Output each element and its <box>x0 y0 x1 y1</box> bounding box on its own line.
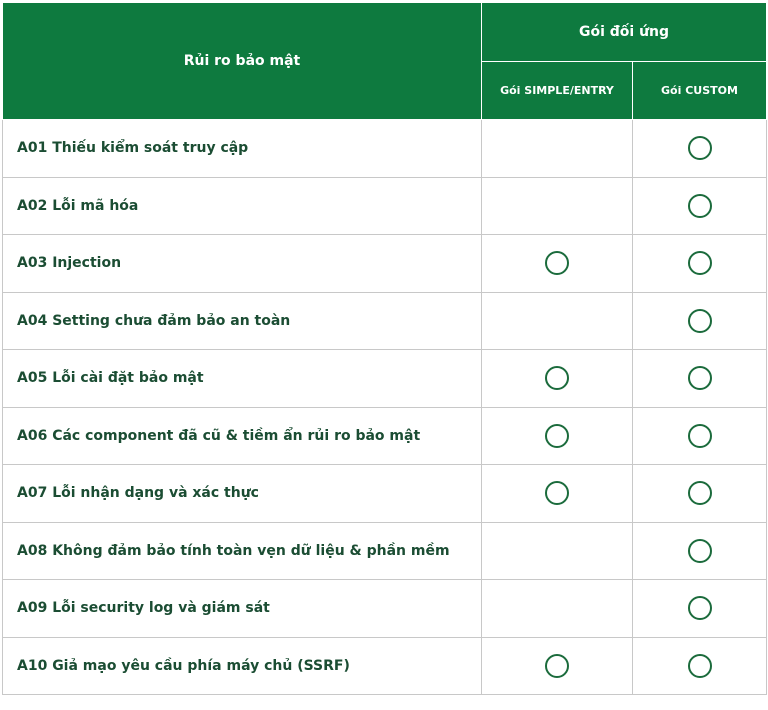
simple-package-cell <box>482 350 633 408</box>
circle-icon <box>545 251 569 275</box>
risk-label: A08 Không đảm bảo tính toàn vẹn dữ liệu & phần mềm <box>3 522 482 580</box>
simple-package-cell <box>482 522 633 580</box>
risk-label: A04 Setting chưa đảm bảo an toàn <box>3 292 482 350</box>
risk-label: A02 Lỗi mã hóa <box>3 177 482 235</box>
circle-icon <box>688 136 712 160</box>
circle-icon <box>688 366 712 390</box>
simple-package-cell <box>482 235 633 293</box>
custom-package-header: Gói CUSTOM <box>633 61 767 120</box>
custom-package-cell <box>633 637 767 695</box>
risk-label: A01 Thiếu kiểm soát truy cập <box>3 120 482 178</box>
custom-package-cell <box>633 177 767 235</box>
table-row <box>3 465 767 523</box>
risk-label: A10 Giả mạo yêu cầu phía máy chủ (SSRF) <box>3 637 482 695</box>
circle-icon <box>688 424 712 448</box>
risk-label: A06 Các component đã cũ & tiềm ẩn rủi ro bảo mật <box>3 407 482 465</box>
table-row <box>3 637 767 695</box>
custom-package-cell <box>633 580 767 638</box>
simple-package-cell <box>482 580 633 638</box>
packages-column-header: Gói đối ứng <box>482 3 767 62</box>
risk-label: A07 Lỗi nhận dạng và xác thực <box>3 465 482 523</box>
circle-icon <box>688 596 712 620</box>
circle-icon <box>545 424 569 448</box>
simple-package-cell <box>482 407 633 465</box>
security-risk-table <box>2 2 767 695</box>
table-row <box>3 235 767 293</box>
simple-package-cell <box>482 120 633 178</box>
simple-package-cell <box>482 292 633 350</box>
table-row <box>3 350 767 408</box>
simple-package-cell <box>482 177 633 235</box>
circle-icon <box>688 481 712 505</box>
circle-icon <box>688 654 712 678</box>
table-row <box>3 177 767 235</box>
risk-column-header: Rủi ro bảo mật <box>3 3 482 120</box>
risk-label: A09 Lỗi security log và giám sát <box>3 580 482 638</box>
custom-package-cell <box>633 235 767 293</box>
circle-icon <box>545 366 569 390</box>
table-row <box>3 120 767 178</box>
circle-icon <box>688 251 712 275</box>
custom-package-cell <box>633 522 767 580</box>
custom-package-cell <box>633 407 767 465</box>
circle-icon <box>688 309 712 333</box>
custom-package-cell <box>633 120 767 178</box>
simple-package-header: Gói SIMPLE/ENTRY <box>482 61 633 120</box>
custom-package-cell <box>633 292 767 350</box>
custom-package-cell <box>633 465 767 523</box>
risk-label: A03 Injection <box>3 235 482 293</box>
table-row <box>3 522 767 580</box>
table-body <box>3 120 767 695</box>
custom-package-cell <box>633 350 767 408</box>
circle-icon <box>688 194 712 218</box>
circle-icon <box>545 654 569 678</box>
table-row <box>3 292 767 350</box>
risk-label: A05 Lỗi cài đặt bảo mật <box>3 350 482 408</box>
simple-package-cell <box>482 637 633 695</box>
table-row <box>3 407 767 465</box>
circle-icon <box>688 539 712 563</box>
table-row <box>3 580 767 638</box>
circle-icon <box>545 481 569 505</box>
simple-package-cell <box>482 465 633 523</box>
